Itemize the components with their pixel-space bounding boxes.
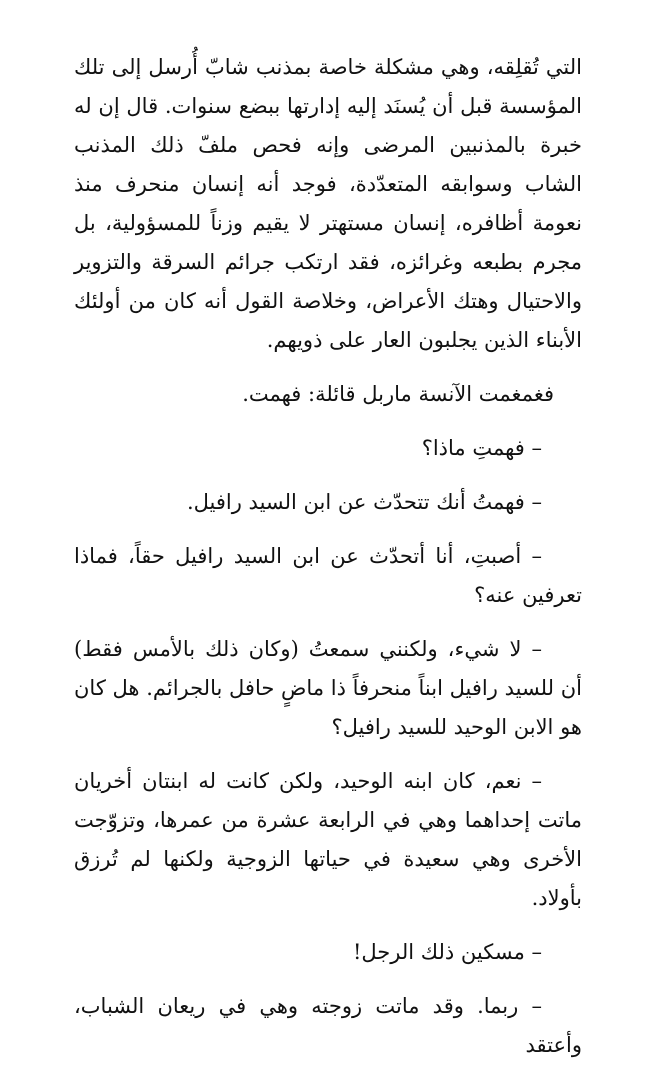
dialogue-line: – فهمتُ أنك تتحدّث عن ابن السيد رافيل. — [186, 490, 542, 514]
dialogue-line: – ربما. وقد ماتت زوجته وهي في ريعان الشباب، وأعتقد — [74, 994, 582, 1057]
dialogue-line: – نعم، كان ابنه الوحيد، ولكن كانت له ابنتان أخريان ماتت إحداهما وهي في الرابعة عشرة من عمرها، وتزوّجت الأخرى وهي سعيدة في حياتها الزوجية ولكنها لم تُرزق بأولاد. — [74, 769, 582, 910]
dialogue-line: – أصبتِ، أنا أتحدّث عن ابن السيد رافيل حقاً، فماذا تعرفين عنه؟ — [74, 544, 582, 607]
narration-paragraph: فغمغمت الآنسة ماربل قائلة: فهمت. — [242, 382, 554, 406]
dialogue-line: – فهمتِ ماذا؟ — [421, 436, 542, 460]
narration-paragraph: التي تُقلِقه، وهي مشكلة خاصة بمذنب شابّ أُرسل إلى تلك المؤسسة قبل أن يُسنَد إليه إدارتها ببضع سنوات. قال إن له خبرة بالمذنبين المرضى وإنه فحص ملفّ ذلك المذنب الشاب وسوابقه المتعدّدة، فوجد أنه إنسان منحرف منذ نعومة أظافره، إنسان مستهتر لا يقيم وزناً للمسؤولية، بل مجرم بطبعه وغرائزه، فقد ارتكب جرائم السرقة والتزوير والاحتيال وهتك الأعراض، وخلاصة القول أنه كان من أولئك الأبناء الذين يجلبون العار على ذويهم. — [74, 55, 582, 352]
book-page — [74, 48, 582, 1080]
dialogue-line: – لا شيء، ولكنني سمعتُ (وكان ذلك بالأمس فقط) أن للسيد رافيل ابناً منحرفاً ذا ماضٍ حافل بالجرائم. هل كان هو الابن الوحيد للسيد رافيل؟ — [74, 637, 582, 739]
dialogue-line: – مسكين ذلك الرجل! — [352, 940, 542, 964]
